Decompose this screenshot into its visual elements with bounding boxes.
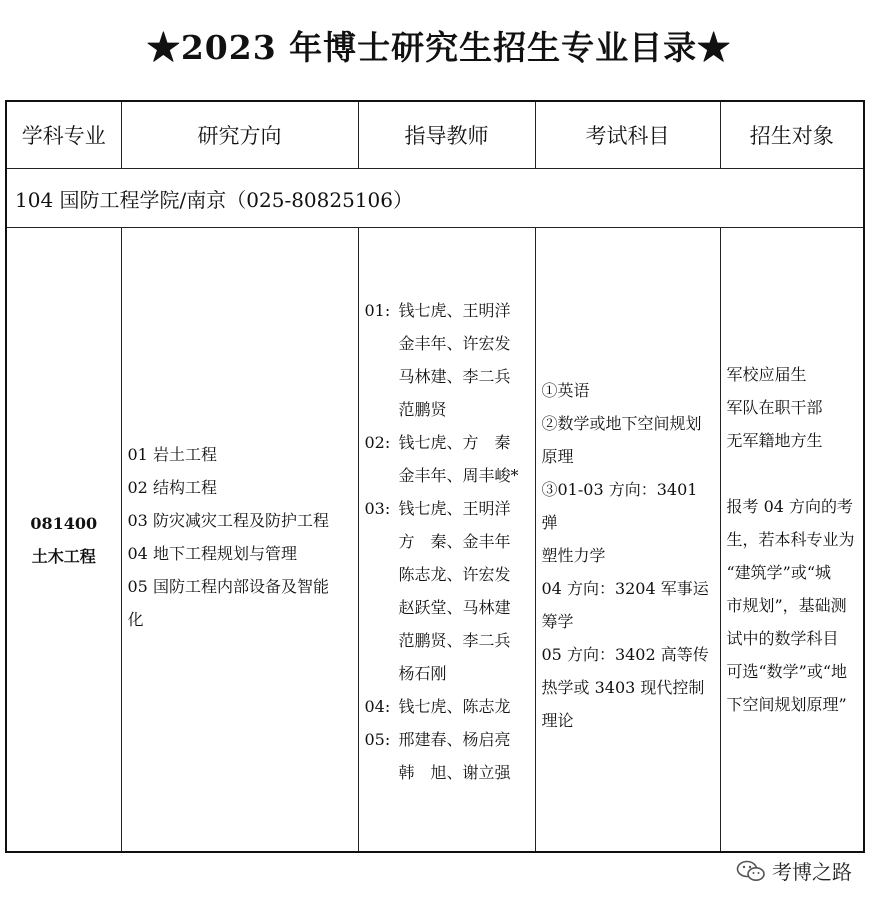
target-note-line: 生，若本科专业为 [726, 530, 855, 549]
direction-item: 01 岩土工程 [127, 445, 217, 464]
tutor-line: 钱七虎、方 秦 [398, 433, 511, 452]
tutor-group-number: 04: [364, 697, 391, 716]
header-exam: 考试科目 [535, 101, 720, 169]
tutor-group-number: 02: [364, 433, 391, 452]
tutor-line: 陈志龙、许宏发 [398, 565, 511, 584]
exam-line: ③01-03 方向：3401 弹 [541, 480, 698, 532]
tutor-line: 范鹏贤、李二兵 [398, 631, 511, 650]
target-line: 军队在职干部 [726, 398, 823, 417]
tutor-line: 金丰年、周丰峻* [398, 466, 519, 485]
exams-cell [535, 228, 720, 853]
header-tutor: 指导教师 [358, 101, 535, 169]
direction-item: 03 防灾减灾工程及防护工程 [127, 511, 329, 530]
target-line: 无军籍地方生 [726, 431, 823, 450]
target-note-line: 试中的数学科目 [726, 629, 839, 648]
tutor-line: 马林建、李二兵 [398, 367, 511, 386]
tutor-group-number: 05: [364, 730, 391, 749]
header-major: 学科专业 [6, 101, 121, 169]
tutor-line: 方 秦、金丰年 [398, 532, 511, 551]
tutor-group [365, 723, 535, 789]
watermark-text: 考博之路 [772, 860, 852, 884]
exam-line: ②数学或地下空间规划 [541, 414, 702, 433]
major-cell [6, 228, 121, 853]
catalog-table [5, 100, 865, 853]
exam-line: 塑性力学 [541, 546, 606, 565]
target-note-line: “建筑学”或“城 [726, 563, 832, 582]
tutor-line: 金丰年、许宏发 [398, 334, 511, 353]
tutor-group [365, 294, 535, 426]
exam-line: 筹学 [541, 612, 574, 631]
tutor-group [365, 426, 535, 492]
target-note-line: 市规划”，基础测 [726, 596, 847, 615]
tutor-group-number: 03: [364, 499, 391, 518]
target-note-line: 下空间规划原理” [726, 695, 847, 714]
exam-line: 05 方向：3402 高等传 [541, 645, 709, 664]
header-target: 招生对象 [720, 101, 864, 169]
tutor-group-number: 01: [364, 301, 391, 320]
target-line: 军校应届生 [726, 365, 807, 384]
tutor-line: 钱七虎、陈志龙 [398, 697, 511, 716]
major-name: 土木工程 [31, 546, 96, 566]
exam-line: 理论 [541, 711, 574, 730]
tutor-line: 杨石刚 [398, 664, 447, 683]
direction-item: 04 地下工程规划与管理 [127, 544, 297, 563]
major-row [6, 228, 864, 853]
exam-line: 原理 [541, 447, 574, 466]
target-note-line: 报考 04 方向的考 [726, 497, 854, 516]
direction-item: 化 [127, 610, 144, 629]
page-title: ★2023 年博士研究生招生专业目录★ [146, 28, 732, 67]
wechat-icon [736, 860, 766, 882]
target-note-line: 可选“数学”或“地 [726, 662, 848, 681]
exam-line: ①英语 [541, 381, 590, 400]
direction-item: 02 结构工程 [127, 478, 217, 497]
directions-cell [121, 228, 358, 853]
targets-cell [720, 228, 864, 853]
major-code: 081400 [30, 513, 98, 533]
direction-item: 05 国防工程内部设备及智能 [127, 577, 329, 596]
tutor-line: 钱七虎、王明洋 [398, 301, 511, 320]
tutor-line: 钱七虎、王明洋 [398, 499, 511, 518]
tutor-line: 范鹏贤 [398, 400, 447, 419]
header-row [6, 101, 864, 169]
tutor-line: 韩 旭、谢立强 [398, 763, 511, 782]
tutor-line: 邢建春、杨启亮 [398, 730, 511, 749]
tutor-group [365, 690, 535, 723]
tutors-cell [358, 228, 535, 853]
exam-line: 热学或 3403 现代控制 [541, 678, 705, 697]
school-info: 104 国防工程学院/南京（025-80825106） [6, 169, 864, 228]
tutor-group [365, 492, 535, 690]
header-direction: 研究方向 [121, 101, 358, 169]
tutor-line: 赵跃堂、马林建 [398, 598, 511, 617]
school-row [6, 169, 864, 228]
watermark [736, 856, 852, 885]
exam-line: 04 方向：3204 军事运 [541, 579, 709, 598]
